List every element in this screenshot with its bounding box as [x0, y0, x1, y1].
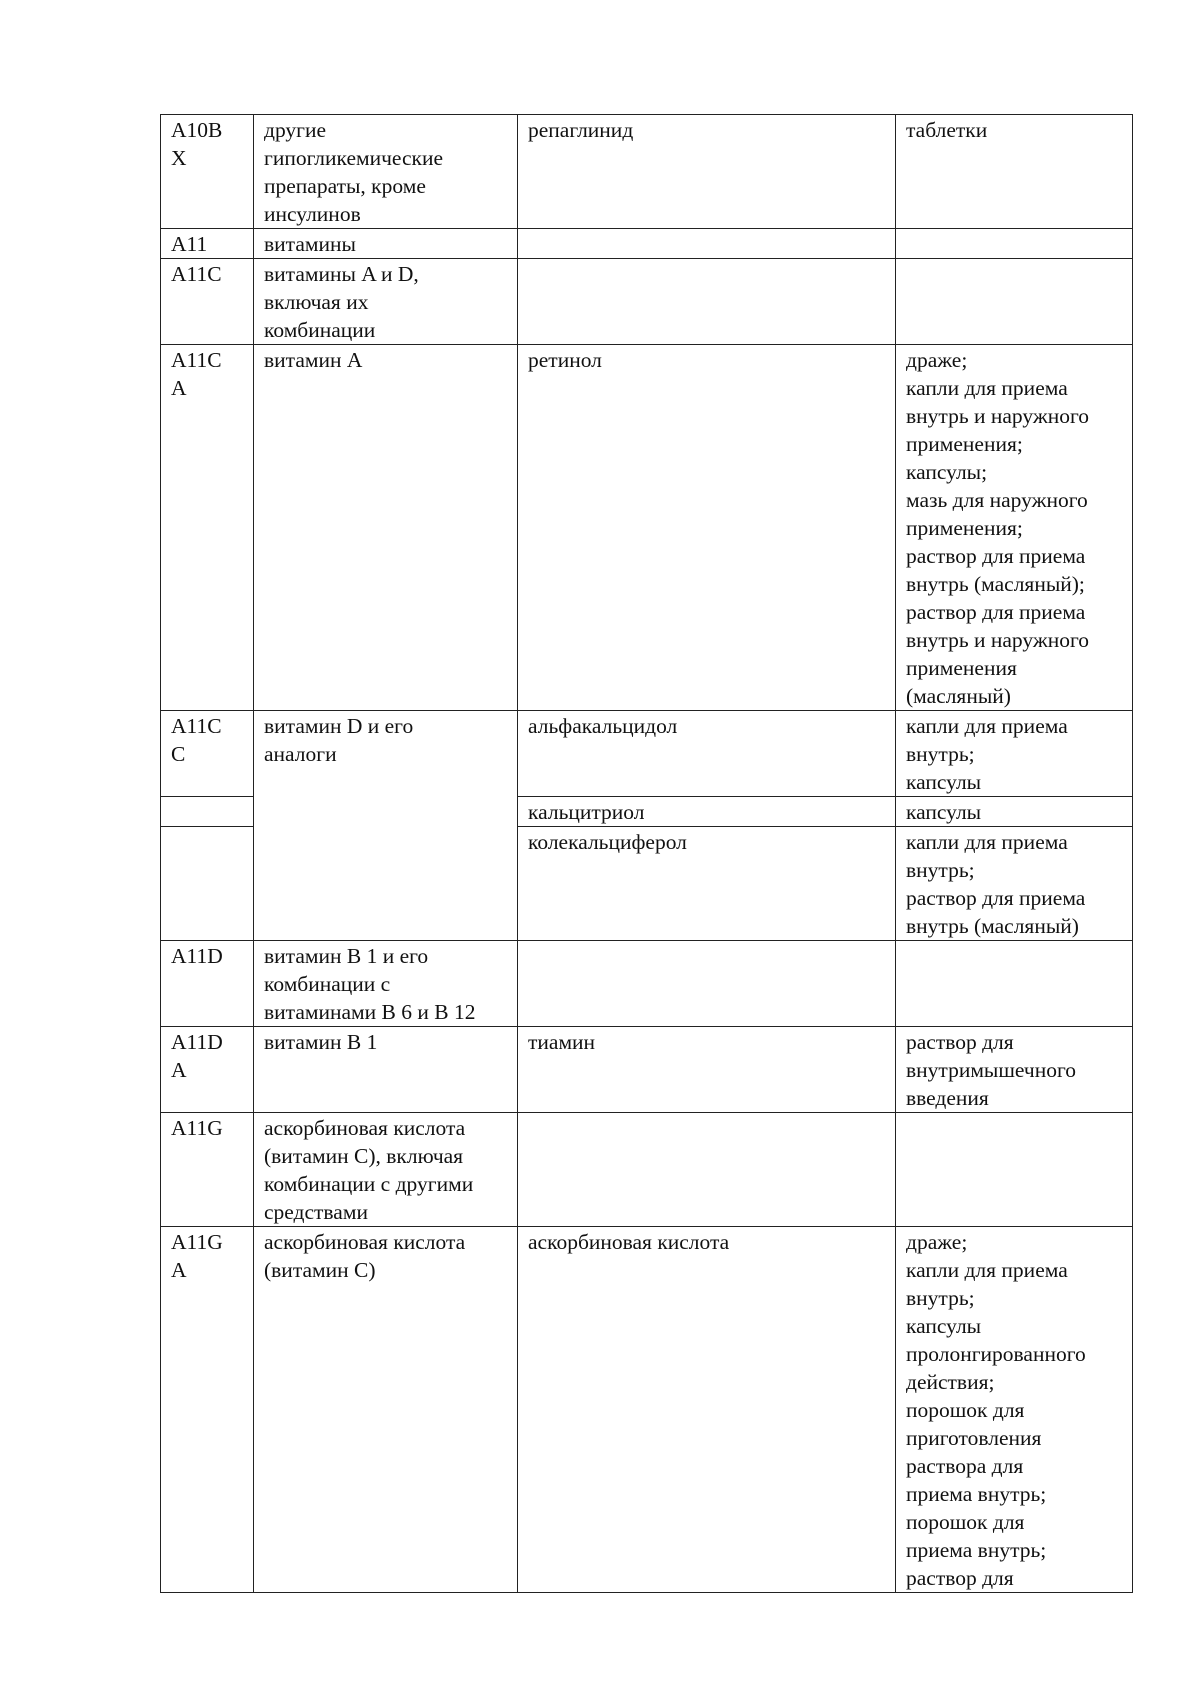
drug-cell: [518, 229, 896, 259]
group-cell: [254, 1113, 518, 1227]
forms-cell: [896, 711, 1133, 797]
atc-code-cell: [161, 229, 254, 259]
group-cell: [254, 1227, 518, 1593]
group-name: витамин B 1 и его комбинации с витаминами B 6 и B 12: [264, 944, 476, 1024]
table-row: [161, 1113, 1133, 1227]
dosage-forms: капсулы: [906, 800, 982, 824]
group-name: аскорбиновая кислота (витамин C), включая комбинации с другими средствами: [264, 1116, 474, 1224]
atc-code-cell: [161, 1227, 254, 1593]
group-name: аскорбиновая кислота (витамин C): [264, 1230, 466, 1282]
drug-cell: [518, 941, 896, 1027]
atc-code-cell: [161, 345, 254, 711]
drug-cell: [518, 1113, 896, 1227]
atc-code-cell: [161, 797, 254, 827]
group-cell: [254, 711, 518, 941]
drug-cell: [518, 797, 896, 827]
dosage-forms: драже; капли для приема внутрь; капсулы пролонгированного действия; порошок для приготовления раствора для приема внутрь; порошок для приема внутрь; раствор для: [906, 1230, 1086, 1590]
atc-code: A11C C: [171, 714, 222, 766]
atc-code-cell: [161, 259, 254, 345]
forms-cell: [896, 941, 1133, 1027]
table-row: [161, 115, 1133, 229]
forms-cell: [896, 797, 1133, 827]
drug-cell: [518, 345, 896, 711]
group-cell: [254, 941, 518, 1027]
group-name: витамин A: [264, 348, 363, 372]
drug-cell: [518, 1027, 896, 1113]
drug-cell: [518, 827, 896, 941]
forms-cell: [896, 259, 1133, 345]
atc-code: A10B X: [171, 118, 223, 170]
dosage-forms: таблетки: [906, 118, 988, 142]
drug-name: ретинол: [528, 348, 602, 372]
group-name: витамины: [264, 232, 356, 256]
group-name: витамин B 1: [264, 1030, 378, 1054]
table-row: [161, 711, 1133, 797]
drug-name: кальцитриол: [528, 800, 645, 824]
dosage-forms: драже; капли для приема внутрь и наружного применения; капсулы; мазь для наружного применения; раствор для приема внутрь (масляный); раствор для приема внутрь и наружного применения (масляный): [906, 348, 1090, 708]
drug-name: аскорбиновая кислота: [528, 1230, 730, 1254]
drug-cell: [518, 711, 896, 797]
atc-code-cell: [161, 115, 254, 229]
group-name: витамин D и его аналоги: [264, 714, 414, 766]
atc-code: A11: [171, 232, 208, 256]
dosage-forms: раствор для внутримышечного введения: [906, 1030, 1077, 1110]
dosage-forms: капли для приема внутрь; раствор для приема внутрь (масляный): [906, 830, 1086, 938]
forms-cell: [896, 115, 1133, 229]
drug-cell: [518, 115, 896, 229]
group-cell: [254, 1027, 518, 1113]
group-name: витамины A и D, включая их комбинации: [264, 262, 419, 342]
group-cell: [254, 345, 518, 711]
atc-code-cell: [161, 941, 254, 1027]
table-row: [161, 1027, 1133, 1113]
drug-name: тиамин: [528, 1030, 596, 1054]
table-row: [161, 259, 1133, 345]
group-cell: [254, 115, 518, 229]
atc-code-cell: [161, 1027, 254, 1113]
table-row: [161, 1227, 1133, 1593]
drug-cell: [518, 1227, 896, 1593]
atc-code-cell: [161, 827, 254, 941]
atc-code: A11G: [171, 1116, 223, 1140]
forms-cell: [896, 345, 1133, 711]
atc-code: A11D: [171, 944, 223, 968]
drug-name: альфакальцидол: [528, 714, 678, 738]
forms-cell: [896, 229, 1133, 259]
group-cell: [254, 259, 518, 345]
dosage-forms: капли для приема внутрь; капсулы: [906, 714, 1068, 794]
group-name: другие гипогликемические препараты, кроме инсулинов: [264, 118, 444, 226]
forms-cell: [896, 1227, 1133, 1593]
drug-cell: [518, 259, 896, 345]
table-row: [161, 345, 1133, 711]
atc-code: A11C A: [171, 348, 222, 400]
table-row: [161, 229, 1133, 259]
forms-cell: [896, 1027, 1133, 1113]
drug-name: репаглинид: [528, 118, 634, 142]
atc-code: A11G A: [171, 1230, 223, 1282]
atc-code-cell: [161, 711, 254, 797]
atc-code-cell: [161, 1113, 254, 1227]
forms-cell: [896, 1113, 1133, 1227]
table-row: [161, 941, 1133, 1027]
group-cell: [254, 229, 518, 259]
atc-code: A11C: [171, 262, 222, 286]
drug-name: колекальциферол: [528, 830, 687, 854]
forms-cell: [896, 827, 1133, 941]
atc-code: A11D A: [171, 1030, 223, 1082]
drug-classification-table: [160, 114, 1133, 1593]
